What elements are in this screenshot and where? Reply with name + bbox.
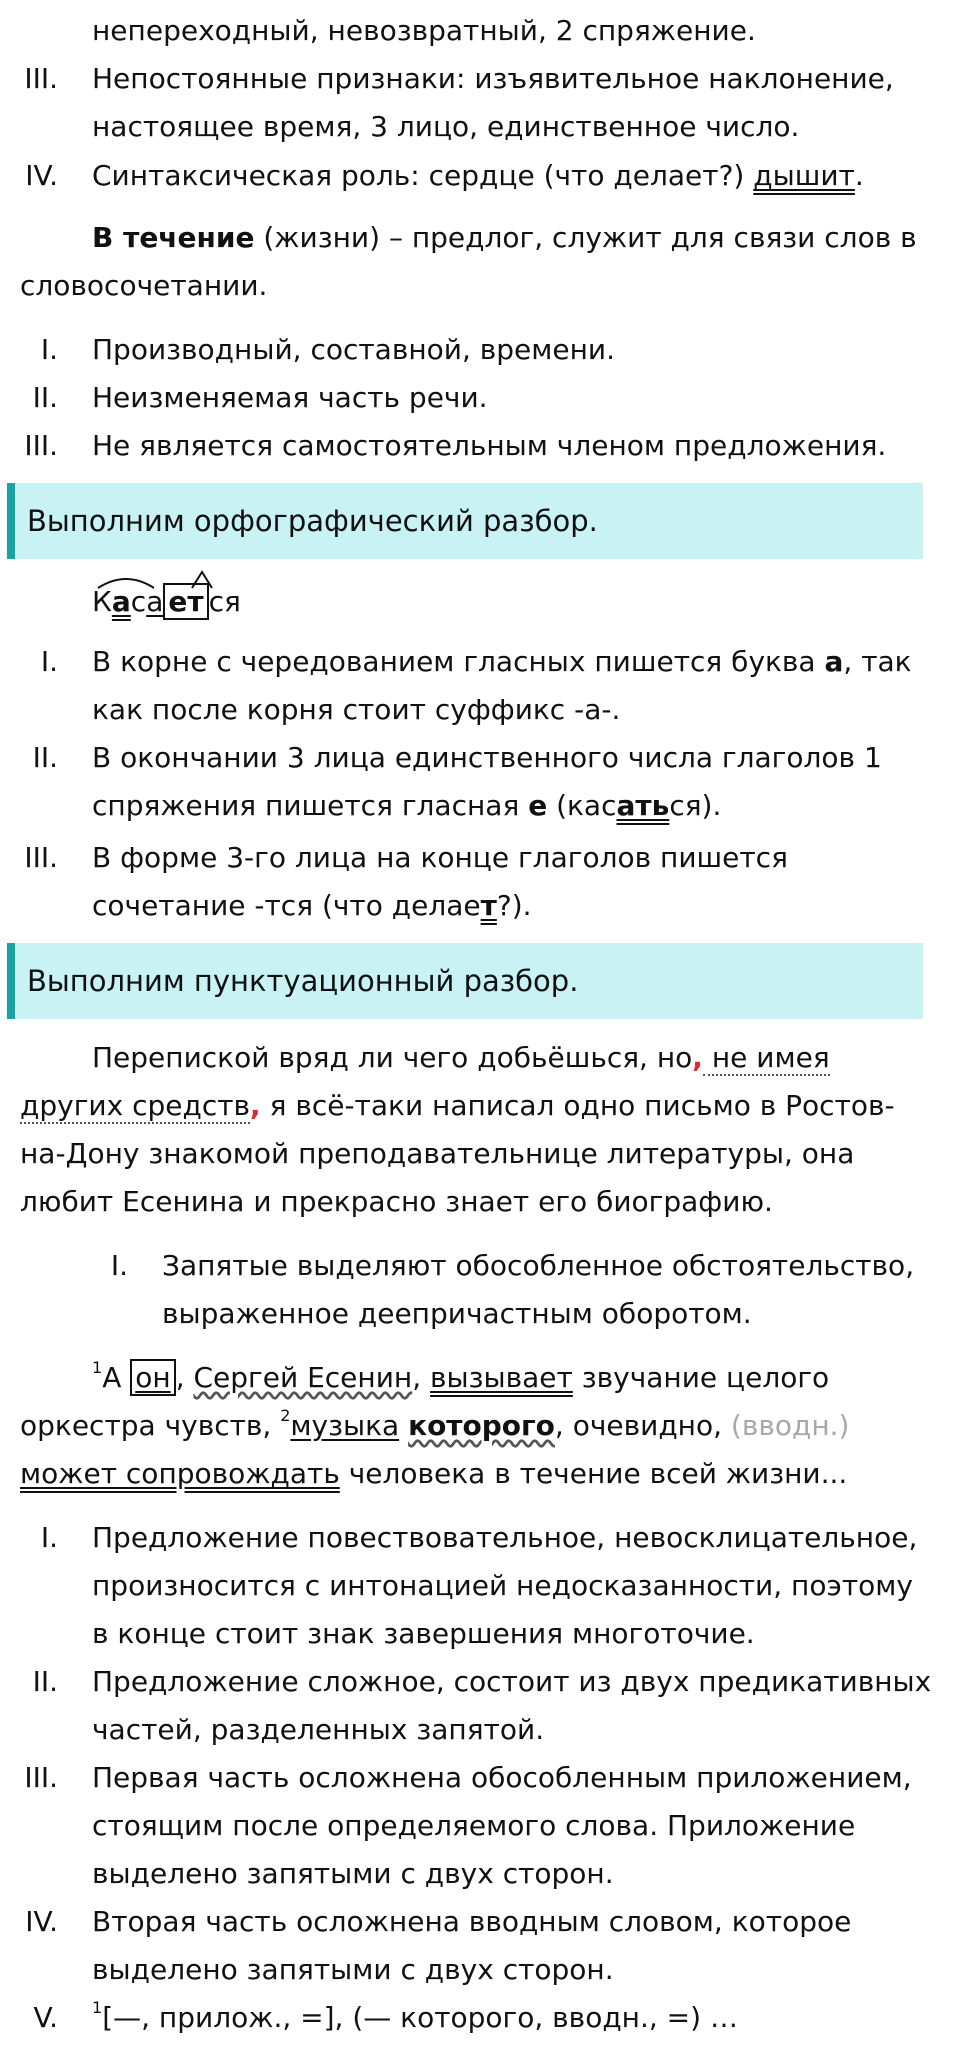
banner-title: Выполним пунктуационный разбор. [27, 964, 579, 998]
text-span: , так [843, 645, 912, 678]
superscript: 1 [92, 1358, 103, 1377]
text-span: (кас [547, 789, 617, 822]
text-line: произносится с интонацией недосказанности, поэтому [92, 1569, 913, 1602]
text-line: выделено запятыми с двух сторон. [92, 1953, 614, 1986]
suffix-letter: а [146, 585, 164, 618]
list-number: IV. [25, 1905, 58, 1938]
list-number: III. [24, 429, 58, 462]
text-span: оркестра чувств, [20, 1409, 281, 1442]
adverbial-phrase: не имея [702, 1041, 830, 1074]
text-line: Предложение повествовательное, невосклицательное, [92, 1521, 918, 1554]
superscript: 2 [280, 1406, 291, 1425]
text-line: В окончании 3 лица единственного числа глаголов 1 [92, 741, 882, 774]
subject-word: музыка [290, 1409, 400, 1442]
text-line [92, 1994, 738, 2042]
text-span: Перепиской вряд ли чего добьёшься, но [92, 1041, 693, 1074]
list-number: III. [24, 841, 58, 874]
word-analysis [92, 578, 241, 626]
text-line [20, 1082, 895, 1130]
text-span: спряжения пишется гласная [92, 789, 529, 822]
list-number: II. [32, 1665, 58, 1698]
text-line [92, 882, 532, 930]
text-line [92, 152, 864, 200]
text-span: . [854, 159, 864, 192]
ending-box: ет [163, 583, 208, 620]
text-line: Вторая часть осложнена вводным словом, которое [92, 1905, 852, 1938]
red-comma: , [692, 1041, 703, 1074]
text-line: выделено запятыми с двух сторон. [92, 1857, 614, 1890]
text-line: в конце стоит знак завершения многоточие. [92, 1617, 755, 1650]
text-line: любит Есенина и прекрасно знает его биографию. [20, 1185, 773, 1218]
text-line: Первая часть осложнена обособленным приложением, [92, 1761, 912, 1794]
text-span: с [130, 585, 147, 618]
text-span: А [102, 1361, 131, 1394]
predicate-word: вызывает [430, 1361, 573, 1394]
text-line: Производный, составной, времени. [92, 333, 616, 366]
text-line [20, 1402, 849, 1450]
text-line: Не является самостоятельным членом предложения. [92, 429, 887, 462]
text-line: непереходный, невозвратный, 2 спряжение. [92, 14, 756, 47]
banner-title: Выполним орфографический разбор. [27, 504, 598, 538]
bold-letter: е [528, 789, 548, 822]
text-span: (жизни) – предлог, служит для связи слов в [254, 221, 917, 254]
text-span: я всё-таки написал одно письмо в Ростов- [260, 1089, 895, 1122]
list-number: III. [24, 62, 58, 95]
bold-letter: т [480, 889, 497, 922]
text-line: Предложение сложное, состоит из двух предикативных [92, 1665, 932, 1698]
orthogram-letter: а [111, 585, 131, 618]
text-line [92, 782, 721, 830]
text-span [399, 1409, 408, 1442]
adverbial-phrase: других средств [20, 1089, 251, 1122]
scheme-text: [—, прилож., =], (— которого, вводн., =) … [102, 2001, 738, 2034]
text-line [92, 1354, 829, 1402]
text-span: звучание целого [572, 1361, 830, 1394]
list-number: I. [40, 1521, 58, 1554]
bold-term: В течение [92, 221, 255, 254]
section-banner [7, 943, 923, 1019]
list-number: IV. [25, 159, 58, 192]
list-number: III. [24, 1761, 58, 1794]
text-span: , очевидно, [554, 1409, 731, 1442]
predicate-word: может сопровождать [20, 1457, 340, 1490]
text-span: Синтаксическая роль: сердце (что делает?) [92, 159, 754, 192]
text-line [20, 1450, 847, 1498]
text-line: на-Дону знакомой преподавательнице литературы, она [20, 1137, 855, 1170]
text-line: словосочетании. [20, 269, 268, 302]
superscript: 1 [92, 1998, 103, 2017]
text-line: В форме 3-го лица на конце глаголов пишется [92, 841, 788, 874]
subject-box: он [130, 1359, 175, 1396]
text-line: частей, разделенных запятой. [92, 1713, 545, 1746]
predicate-word: дышит [753, 159, 855, 192]
red-comma: , [250, 1089, 261, 1122]
text-line: Запятые выделяют обособленное обстоятельство, [162, 1249, 915, 1282]
text-line [92, 214, 917, 262]
text-span: ?). [496, 889, 532, 922]
list-number: I. [40, 333, 58, 366]
text-line: выраженное деепричастным оборотом. [162, 1297, 752, 1330]
suffix-part: ать [616, 789, 670, 822]
text-line: как после корня стоит суффикс -а-. [92, 693, 621, 726]
text-span: , [412, 1361, 431, 1394]
list-number: II. [32, 741, 58, 774]
text-span: сочетание -тся (что делае [92, 889, 481, 922]
text-line [92, 1034, 830, 1082]
list-number: II. [32, 381, 58, 414]
text-span: ся). [669, 789, 722, 822]
text-span: В корне с чередованием гласных пишется буква [92, 645, 825, 678]
relative-word: которого [408, 1409, 555, 1442]
text-span: К [92, 585, 112, 618]
text-line [92, 638, 912, 686]
list-number: I. [40, 645, 58, 678]
text-span: человека в течение всей жизни... [339, 1457, 848, 1490]
list-number: V. [33, 2001, 58, 2034]
text-span: , [175, 1361, 194, 1394]
grey-note: (вводн.) [730, 1409, 850, 1442]
text-line: Непостоянные признаки: изъявительное наклонение, [92, 62, 894, 95]
text-line: стоящим после определяемого слова. Приложение [92, 1809, 856, 1842]
text-line: настоящее время, 3 лицо, единственное число. [92, 110, 800, 143]
list-number: I. [110, 1249, 128, 1282]
text-span: ся [208, 585, 241, 618]
text-line: Неизменяемая часть речи. [92, 381, 488, 414]
section-banner [7, 483, 923, 559]
bold-letter: а [824, 645, 844, 678]
apposition: Сергей Есенин [193, 1361, 413, 1394]
